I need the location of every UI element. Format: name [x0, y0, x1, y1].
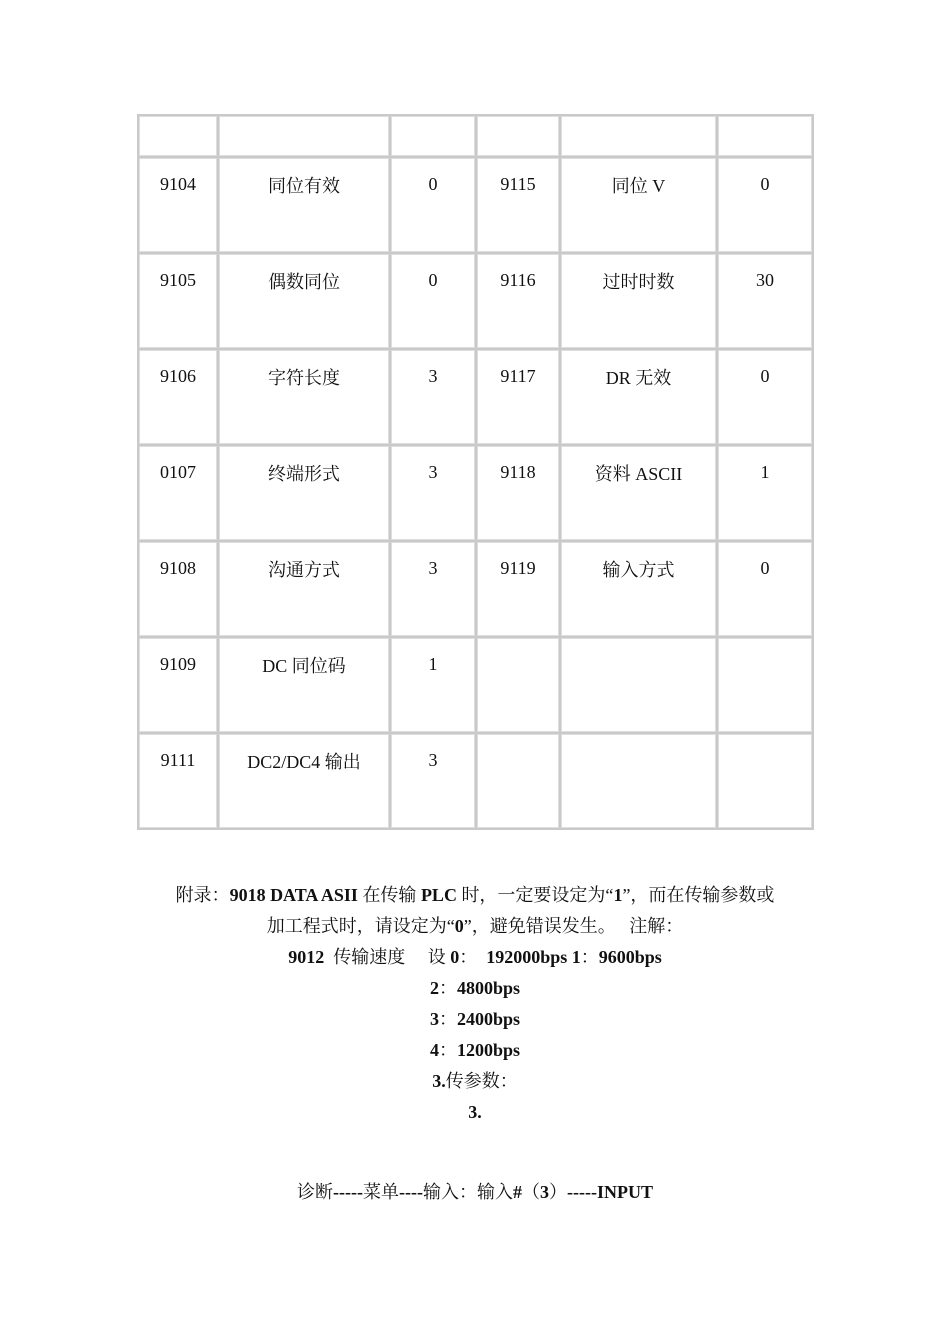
note-text: 1: [613, 885, 623, 905]
param-name: 过时时数: [561, 254, 718, 350]
footer-text: -----: [333, 1182, 363, 1202]
param-name: 资料 ASCII: [561, 446, 718, 542]
note-text: ：: [459, 947, 487, 967]
note-text: 附录：: [175, 885, 230, 905]
param-code: 9119: [477, 542, 561, 638]
note-text: 1200bps: [456, 1040, 521, 1060]
table-cell: [391, 116, 477, 158]
param-name: [561, 734, 718, 830]
param-name: 同位有效: [219, 158, 391, 254]
param-value: 0: [718, 350, 814, 446]
table-row: [139, 638, 814, 734]
note-text: 0: [450, 947, 460, 967]
note-line: [0, 880, 950, 911]
param-code: 9116: [477, 254, 561, 350]
table-row: [139, 734, 814, 830]
param-name: 终端形式: [219, 446, 391, 542]
note-text: ：: [580, 947, 599, 967]
param-value: [718, 734, 814, 830]
footer-text: 输入：输入: [422, 1182, 513, 1202]
param-code: 9111: [139, 734, 219, 830]
param-value: [718, 638, 814, 734]
note-text: 时，一定要设定为“: [456, 885, 614, 905]
table-row: [139, 254, 814, 350]
note-line: [0, 1035, 950, 1066]
note-text: 9600bps: [598, 947, 662, 967]
footer-text: -----INPUT: [566, 1182, 653, 1202]
note-line: [0, 911, 950, 942]
footer-text: #: [512, 1182, 522, 1202]
footer-text: 诊断: [297, 1182, 334, 1202]
param-code: [477, 734, 561, 830]
note-text: 0: [454, 916, 464, 936]
param-value: 30: [718, 254, 814, 350]
table-cell: [477, 116, 561, 158]
param-code: 9104: [139, 158, 219, 254]
param-value: 0: [718, 542, 814, 638]
note-text: ”，而在传输参数或: [622, 885, 775, 905]
note-text: ：: [438, 1040, 457, 1060]
param-name: 字符长度: [219, 350, 391, 446]
param-value: 0: [718, 158, 814, 254]
table-cell: [139, 116, 219, 158]
param-code: 9108: [139, 542, 219, 638]
table-row: [139, 350, 814, 446]
param-name: DC2/DC4 输出: [219, 734, 391, 830]
note-text: PLC: [420, 885, 457, 905]
note-text: 192000bps 1: [486, 947, 581, 967]
param-code: [477, 638, 561, 734]
note-text: 9018 DATA ASII: [229, 885, 358, 905]
table-cell: [718, 116, 814, 158]
note-line: [0, 1004, 950, 1035]
param-value: 3: [391, 350, 477, 446]
note-line: [0, 1066, 950, 1097]
table-header-row: [139, 116, 814, 158]
note-text: 3.: [468, 1102, 482, 1122]
param-code: 9117: [477, 350, 561, 446]
note-line: [0, 942, 950, 973]
note-text: 3.: [432, 1071, 446, 1091]
param-value: 3: [391, 446, 477, 542]
param-value: 1: [391, 638, 477, 734]
param-name: DR 无效: [561, 350, 718, 446]
param-code: 9106: [139, 350, 219, 446]
param-name: [561, 638, 718, 734]
param-code: 9115: [477, 158, 561, 254]
note-text: 传参数：: [445, 1071, 518, 1091]
param-code: 0107: [139, 446, 219, 542]
param-value: 0: [391, 158, 477, 254]
param-code: 9105: [139, 254, 219, 350]
note-line: [0, 973, 950, 1004]
footer-instruction: [0, 1178, 950, 1204]
footer-text: 菜单: [363, 1182, 399, 1202]
param-value: 0: [391, 254, 477, 350]
footer-text: ----: [399, 1182, 423, 1202]
note-text: 加工程式时，请设定为“: [266, 916, 455, 936]
note-text: 2: [429, 978, 439, 998]
note-text: 9012: [288, 947, 325, 967]
param-code: 9109: [139, 638, 219, 734]
note-text: 3: [429, 1009, 439, 1029]
note-text: 4: [429, 1040, 439, 1060]
param-name: 沟通方式: [219, 542, 391, 638]
note-text: ”，避免错误发生。 注解：: [463, 916, 684, 936]
note-text: 4800bps: [456, 978, 521, 998]
note-text: ：: [438, 1009, 457, 1029]
parameter-table: [137, 114, 814, 830]
note-text: ：: [438, 978, 457, 998]
footer-text: 3: [539, 1182, 549, 1202]
footer-text: ）: [548, 1182, 567, 1202]
param-name: 偶数同位: [219, 254, 391, 350]
note-text: 传输速度 设: [324, 947, 451, 967]
table-cell: [219, 116, 391, 158]
param-code: 9118: [477, 446, 561, 542]
note-line: [0, 1097, 950, 1128]
note-text: 在传输: [357, 885, 421, 905]
footer-text: （: [521, 1182, 540, 1202]
table-row: [139, 158, 814, 254]
table-row: [139, 446, 814, 542]
param-name: 同位 V: [561, 158, 718, 254]
param-name: 输入方式: [561, 542, 718, 638]
table-row: [139, 542, 814, 638]
param-name: DC 同位码: [219, 638, 391, 734]
note-text: 2400bps: [456, 1009, 521, 1029]
param-value: 1: [718, 446, 814, 542]
param-value: 3: [391, 734, 477, 830]
appendix-notes: [0, 880, 950, 1128]
table-cell: [561, 116, 718, 158]
param-value: 3: [391, 542, 477, 638]
